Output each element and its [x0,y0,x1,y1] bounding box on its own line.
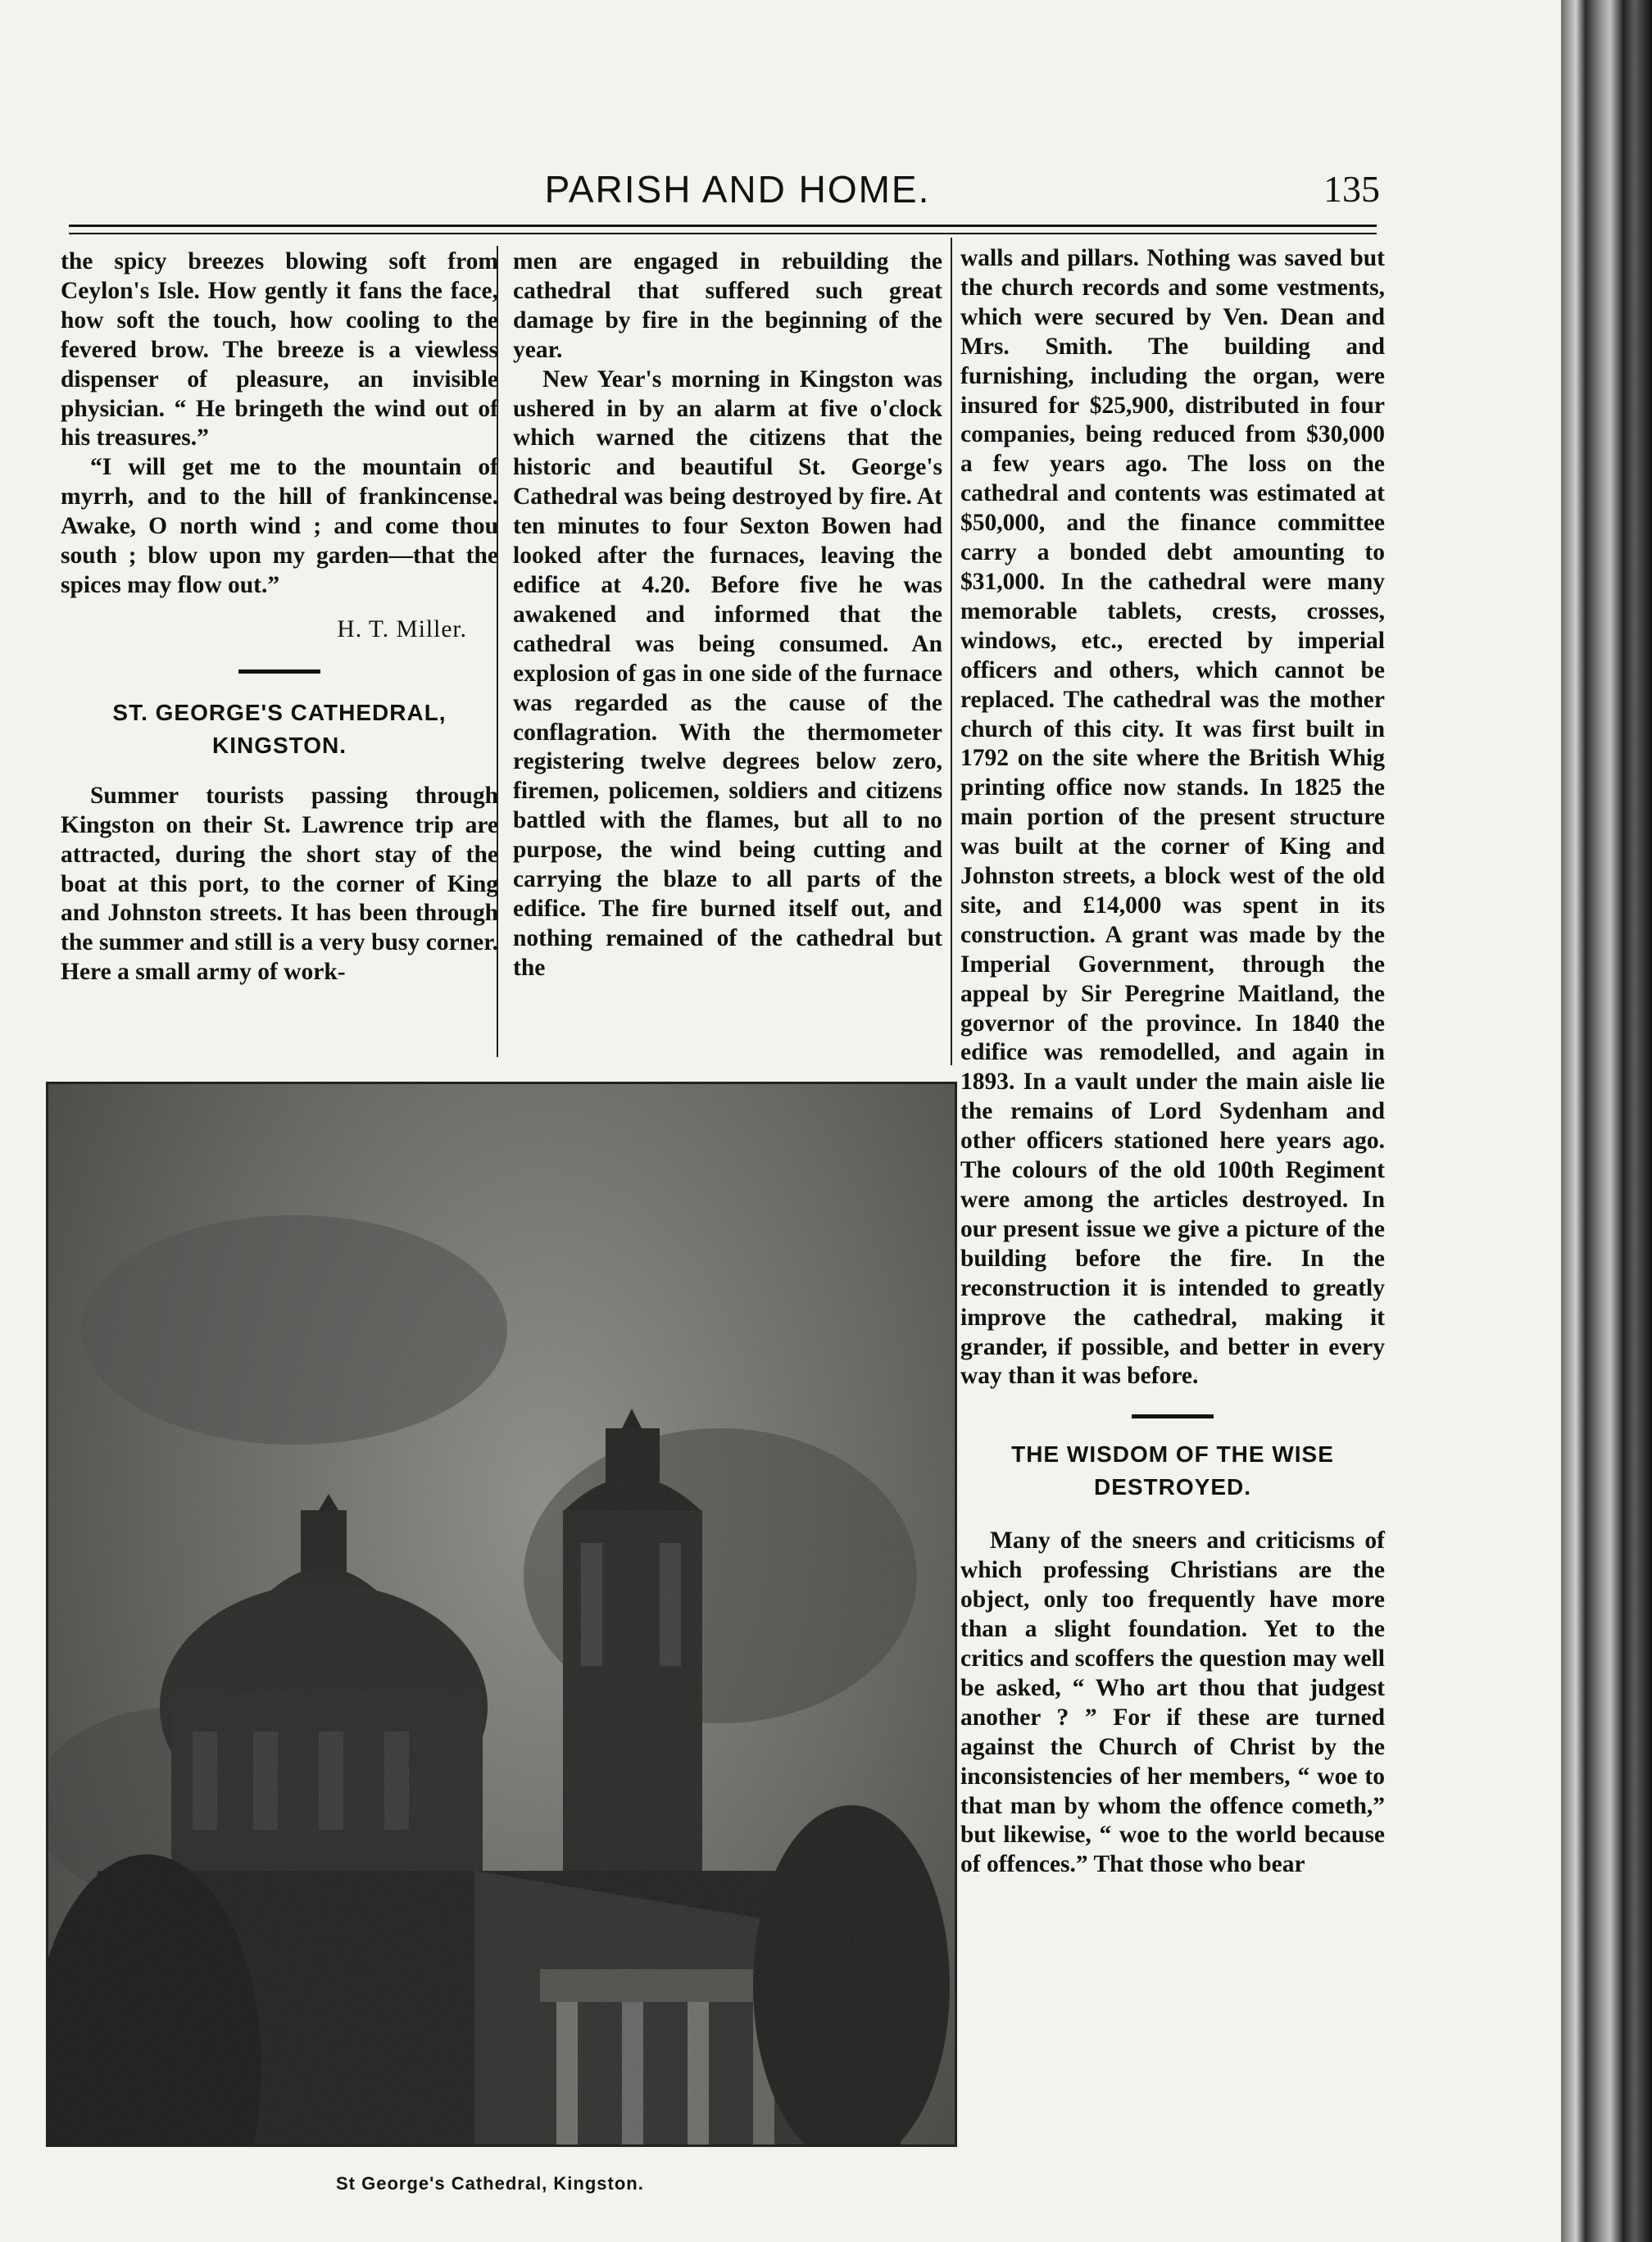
header-rule-top [69,225,1377,227]
history-paragraph: walls and pillars. Nothing was saved but the church records and some vestments, which were secured by Ven. Dean and Mrs. Smith. The building and furnishing, including the organ, were insured for $25,900, distributed in four companies, being reduced from $30,000 a few years ago. The loss on the cathedral and contents was estimated at $50,000, and the finance committee carry a bonded debt amounting to $31,000. In the cathedral were many memorable tablets, crests, crosses, windows, etc., erected by imperial officers and others, which cannot be replaced. The cathedral was the mother church of this city. It was first built in 1792 on the site where the British Whig printing office now stands. In 1825 the main portion of the present structure was built at the corner of King and Johnston streets, a block west of the old site, and £14,000 was spent in its construction. A grant was made by the Imperial Government, through the appeal by Sir Peregrine Maitland, the governor of the province. In 1840 the edifice was remodelled, and again in 1893. In a vault under the main aisle lie the remains of Lord Sydenham and other officers stationed here years ago. The colours of the old 100th Regiment were among the articles destroyed. In our present issue we give a picture of the building before the fire. In the reconstruction it is intended to greatly improve the cathedral, making it grander, if possible, and better in every way than it was before. [960,245,1385,1390]
page-header-title: PARISH AND HOME. [544,168,931,211]
header-rule-bottom [69,233,1377,234]
continued-paragraph: men are engaged in rebuilding the cathedral that suffered such great damage by fire in the beginning of the year. [513,248,942,363]
binding-edge [1561,0,1652,2242]
column-3 [960,244,1385,1880]
section-divider-rule-2 [1132,1414,1214,1418]
intro-paragraph: Summer tourists passing through Kingston on their St. Lawrence trip are attracted, during the short stay of the boat at this port, to the corner of King and Johnston streets. It has been through the summer and still is a very busy corner. Here a small army of work- [61,782,498,986]
section-heading-cathedral: ST. GEORGE'S CATHEDRAL, KINGSTON. [112,699,447,758]
fire-paragraph: New Year's morning in Kingston was ushered in by an alarm at five o'clock which warned the citizens that the historic and beautiful St. George's Cathedral was being destroyed by fire. At ten minutes to four Sexton Bowen had looked after the furnaces, leaving the edifice at 4.20. Before five he was awakened and informed that the cathedral was being consumed. An explosion of gas in one side of the furnace was regarded as the cause of the conflagration. With the thermometer registering twelve degrees below zero, firemen, policemen, soldiers and citizens battled with the flames, but all to no purpose, the wind being cutting and carrying the blaze to all parts of the edifice. The fire burned itself out, and nothing remained of the cathedral but the [513,365,942,981]
column-2 [513,247,942,983]
quote-paragraph: “I will get me to the mountain of myrrh, and to the hill of frankincense. Awake, O north wind ; and come thou south ; blow upon my garden—that the spices may flow out.” [61,454,498,598]
page-number: 135 [1323,168,1380,210]
column-1 [61,247,498,987]
cathedral-photo-image [48,1084,955,2147]
photo-caption: St George's Cathedral, Kingston. [336,2173,644,2194]
section-heading-wisdom: THE WISDOM OF THE WISE DESTROYED. [1011,1441,1334,1500]
column-divider-2 [951,238,952,1065]
section-divider-rule [238,669,320,674]
cathedral-photo [46,1082,957,2147]
wisdom-paragraph: Many of the sneers and criticisms of which professing Christians are the object, only too frequently have more than a slight foundation. Yet to the critics and scoffers the question may well be asked, “ Who art thou that judgest another ? ” For if these are turned against the Church of Christ by the inconsistencies of her members, “ woe to that man by whom the offence cometh,” but likewise, “ woe to the world because of offences.” That those who bear [960,1527,1385,1878]
author-signature: H. T. Miller. [337,615,467,642]
poem-paragraph: the spicy breezes blowing soft from Ceylon's Isle. How gently it fans the face, how soft the touch, how cooling to the fevered brow. The breeze is a viewless dispenser of pleasure, an invisible physician. “ He bringeth the wind out of his treasures.” [61,248,498,452]
